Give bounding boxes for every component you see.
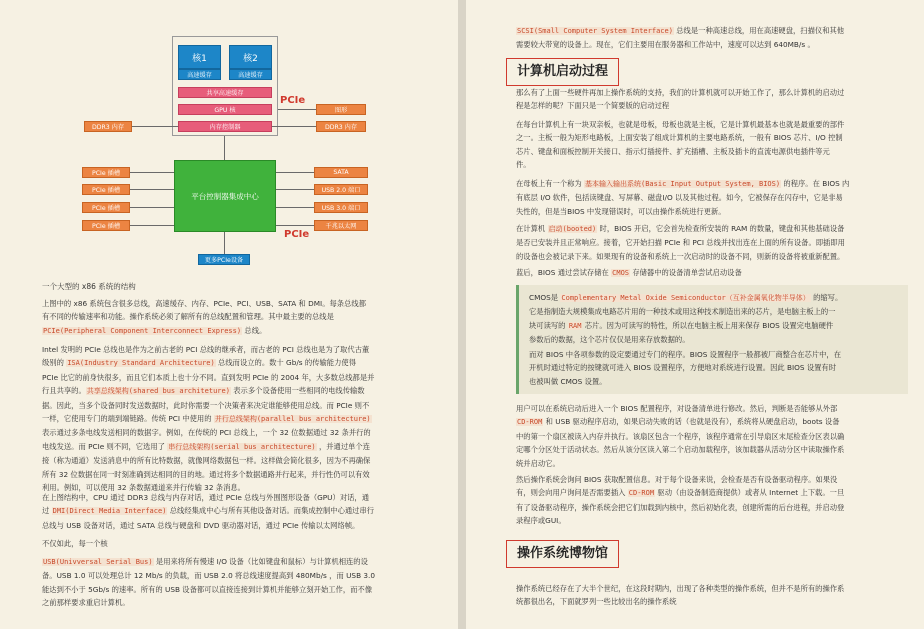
more-pcie-devices: 更多PCIe设备 [198,254,250,265]
quote-paragraph-1: CMOS是 Complementary Metal Oxide Semiconductor（互补金属氧化物半导体） 的缩写。 它是指制造大规模集成电路芯片用的一种技术或用这种技术制造出来的芯片，是电脑主板上的一 块可读写的 RAM 芯片。因为可读写的特性，所以在电脑主板上用来保存 BIOS 设置完电脑硬件 参数后的数据，这个芯片仅仅是用来存放数据的。 [529,293,843,345]
paragraph-drivers: 然后操作系统会询问 BIOS 获取配置信息。对于每个设备来说，会检查是否有设备驱动程序。如果没 有，则会向用户询问是否需要插入 CD-ROM 驱动（由设备制造商提供）或者从 Internet 上下载。一旦 有了设备驱动程序，操作系统会把它们加载到内核中，然后初始化表，创建所需的后台进程，并启动登 录程序或GUI。 [516,475,845,526]
heading-boot-process: 计算机启动过程 [506,58,619,86]
wire-port-4 [276,225,314,226]
wire-slot-1 [130,172,174,173]
paragraph-usb: USB(Univversal Serial Bus) 是用来将所有慢速 I/O 设备（比如键盘和鼠标）与计算机相连的设 备。USB 1.0 可以处理总计 12 Mb/s 的负载，而 USB 2.0 将总线速度提高到 480Mb/s ，而 USB 3.0 能达到不小于 5Gb/s 的速率。所有的 USB 设备都可以直接连接到计算机并能够立刻开始工作，而不像 之前那样要求重启计算机。 [42,557,375,608]
graphics-box: 图形 [316,104,366,115]
paragraph-core: 不仅如此，每一个核 [42,539,108,548]
platform-controller-hub: 平台控制器集成中心 [174,160,276,232]
sata-port: SATA [314,167,368,178]
memory-controller: 内存控制器 [178,121,272,132]
left-page [0,0,458,629]
wire-port-1 [276,172,314,173]
pcie-slot-2: PCIe 插槽 [82,184,130,195]
right-page [466,0,924,629]
paragraph-boot-intro: 那么有了上面一些硬件再加上操作系统的支持，我们的计算机就可以开始工作了，那么计算机的启动过 程是怎样的呢？下面只是一个简要版的启动过程 [516,88,845,111]
usb2-port: USB 2.0 端口 [314,184,368,195]
pcie-slot-3: PCIe 插槽 [82,202,130,213]
quote-paragraph-2: 而对 BIOS 中各项参数的设定要通过专门的程序。BIOS 设置程序一般都被厂商整合在芯片中，在 开机时通过特定的按键就可进入 BIOS 设置程序，方便地对系统进行设置。因此 BIOS 设置有时 也被叫做 CMOS 设置。 [529,350,842,386]
wire-graphics [278,109,316,110]
core-2-cache: 高速缓存 [229,69,272,80]
pcie-label-top: PCIe [280,95,306,106]
x86-architecture-diagram [0,0,458,275]
ddr3-memory-left: DDR3 内存 [84,121,132,132]
paragraph-os-museum: 操作系统已经存在了大半个世纪，在这段时期内，出现了各种类型的操作系统，但并不是所有的操作系 统都很出名，下面就罗列一些比较出名的操作系统 [516,584,845,607]
gigabit-ethernet: 千兆以太网 [314,220,368,231]
gpu-core: GPU 核 [178,104,272,115]
paragraph-bios: 在母板上有一个称为 基本输入输出系统(Basic Input Output System, BIOS) 的程序。在 BIOS 内 有底层 I/O 软件，包括读键盘、写屏幕、磁盘I/O 以及其他过程。如今，它被保存在闪存中，它是非易 失性的，但是当BIOS 中发现错误时，可以由操作系统进行更新。 [516,179,850,216]
pcie-label-bottom: PCIe [284,229,310,240]
usb3-port: USB 3.0 端口 [314,202,368,213]
heading-os-museum: 操作系统博物馆 [506,540,619,568]
core-1: 核1 [178,45,221,69]
wire-ddr-right [272,126,316,127]
core-2: 核2 [229,45,272,69]
wire-port-2 [276,189,314,190]
wire-cpu-pch [224,136,225,160]
core-1-cache: 高速缓存 [178,69,221,80]
ddr3-memory-right: DDR3 内存 [316,121,366,132]
pcie-slot-4: PCIe 插槽 [82,220,130,231]
shared-cache: 共享高速缓存 [178,87,272,98]
wire-slot-4 [130,225,174,226]
paragraph-buses: 上图中的 x86 系统包含很多总线，高速缓存、内存、PCIe、PCI、USB、SATA 和 DMI。每条总线都 有不同的传输速率和功能。操作系统必须了解所有的总线配置和管理。其中最主要的总线是 PCIe(Peripheral Component Interconnect Express) 总线。 [42,299,366,335]
paragraph-boot-device: 用户可以在系统启动后进入一个 BIOS 配置程序，对设备清单进行修改。然后，判断是否能够从外部 CD-ROM 和 USB 驱动程序启动，如果启动失败的话（也就是没有），系统将从硬盘启动，boots 设备 中的第一个扇区被读入内存并执行。该扇区包含一个程序，该程序通常在引导扇区末尾检查分区表以确 定哪个分区处于活动状态。然后从该分区读入第二个启动加载程序，该加载器从活动分区中读取操作系 统并启动它。 [516,404,845,468]
paragraph-booted: 在计算机 启动(booted) 时，BIOS 开启，它会首先检查所安装的 RAM 的数量，键盘和其他基础设备 是否已安装并且正常响应。接着，它开始扫描 PCIe 和 PCI 总线并找出连在上面的所有设备。即插即用 的设备也会被记录下来。如果现有的设备和系统上一次启动时的设备不同，则新的设备将被重新配置。 [516,224,845,261]
pcie-slot-1: PCIe 插槽 [82,167,130,178]
paragraph-cmos-intro: 蓝后，BIOS 通过尝试存储在 CMOS 存储器中的设备清单尝试启动设备 [516,268,742,277]
paragraph-scsi: SCSI(Small Computer System Interface) 总线是一种高速总线，用在高速硬盘，扫描仪和其他 需要较大带宽的设备上。现在，它们主要用在服务器和工作站中，速度可以达到 640MB/s 。 [516,26,845,50]
figure-caption: 一个大型的 x86 系统的结构 [42,282,136,291]
paragraph-motherboard: 在每台计算机上有一块双亲板，也就是母板，母板也就是主板，它是计算机最基本也就是最重要的部件 之一。主板一般为矩形电路板，上面安装了组成计算机的主要电路系统，一般有 BIOS 芯片、I/O 控制 芯片、键盘和面板控制开关接口、指示灯插接件、扩充插槽、主板及插卡的直流电源供电插件等元 件。 [516,120,845,170]
paragraph-dmi: 在上图结构中，CPU 通过 DDR3 总线与内存对话，通过 PCIe 总线与外围图形设备（GPU）对话，通 过 DMI(Direct Media Interface) 总线经集成中心与所有其他设备对话。而集成控制中心通过串行 总线与 USB 设备对话，通过 SATA 总线与硬盘和 DVD 驱动器对话，通过 PCIe 传输以太网络帧。 [42,493,375,530]
wire-ddr-left [132,126,178,127]
wire-more-pcie [224,232,225,254]
wire-slot-2 [130,189,174,190]
cmos-quote-block [516,285,908,394]
wire-port-3 [276,207,314,208]
paragraph-pcie: Intel 发明的 PCIe 总线也是作为之前古老的 PCI 总线的继承者，而古老的 PCI 总线也是为了取代古董 级别的 ISA(Industry Standard Architecture) 总线而设立的。数十 Gb/s 的传输能力使得 PCIe 比它的前身快很多，而且它们本质上也十分不同。直到发明 PCIe 的 2004 年，大多数总线都是并 行且共享的。共享总线架构(shared bus architeture) 表示多个设备使用一些相同的电线传输数 据。因此，当多个设备同时发送数据时，此时你需要一个决策者来决定谁能够使用总线。而 PCIe 则不 一样，它使用专门的端到端链路。传统 PCI 中使用的 并行总线架构(parallel bus architecture) 表示通过多条电线发送相同的数据字。例如，在传统的 PCI 总线上，一个 32 位数据通过 32 条并行的 电线发送。而 PCIe 则不同，它选用了 串行总线架构(serial bus architecture) ，并通过单个连 接（称为通道）发送消息中的所有比特数据，就像网络数据包一样。这样做会简化很多，因为不再确保 所有 32 位数据在同一时刻准确到达相同的目的地。通过将多个数据通路并行起来，并行性仍可以有效 利用。例如，可以使用 32 条数据通道来并行传输 32 条消息。 [42,345,375,493]
wire-slot-3 [130,207,174,208]
